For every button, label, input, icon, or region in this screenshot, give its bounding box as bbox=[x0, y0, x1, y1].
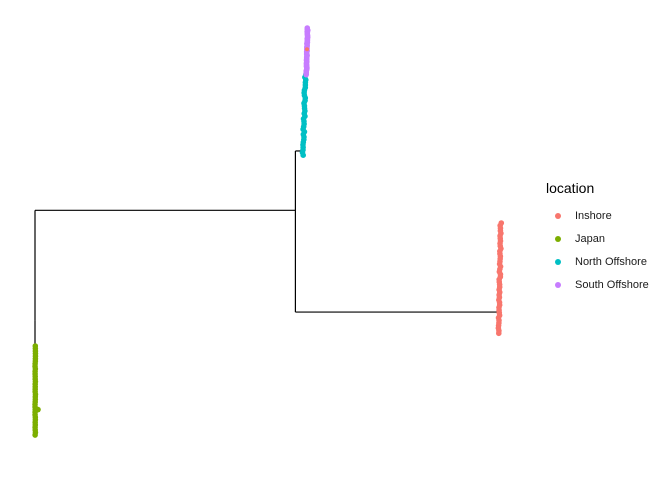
tip-point-japan bbox=[35, 407, 41, 413]
legend-title: location bbox=[546, 180, 595, 196]
tip-point-south-offshore bbox=[304, 25, 310, 31]
legend-label-japan: Japan bbox=[575, 232, 605, 245]
legend-item-inshore bbox=[546, 204, 649, 227]
tree-branches bbox=[35, 151, 500, 410]
legend-swatch-inshore bbox=[555, 213, 561, 219]
tip-point-japan bbox=[32, 343, 38, 349]
legend-swatch-south-offshore bbox=[555, 282, 561, 288]
legend-label-inshore: Inshore bbox=[575, 209, 612, 222]
tip-point-inshore bbox=[498, 220, 504, 226]
legend-label-south-offshore: South Offshore bbox=[575, 278, 649, 291]
legend bbox=[546, 180, 649, 296]
tree-tips bbox=[32, 25, 504, 438]
legend-swatch-japan bbox=[555, 236, 561, 242]
legend-item-north-offshore bbox=[546, 250, 649, 273]
legend-item-japan bbox=[546, 227, 649, 250]
legend-label-north-offshore: North Offshore bbox=[575, 255, 647, 268]
legend-item-south-offshore bbox=[546, 273, 649, 296]
legend-swatch-north-offshore bbox=[555, 259, 561, 265]
tip-point-inshore bbox=[305, 47, 309, 51]
